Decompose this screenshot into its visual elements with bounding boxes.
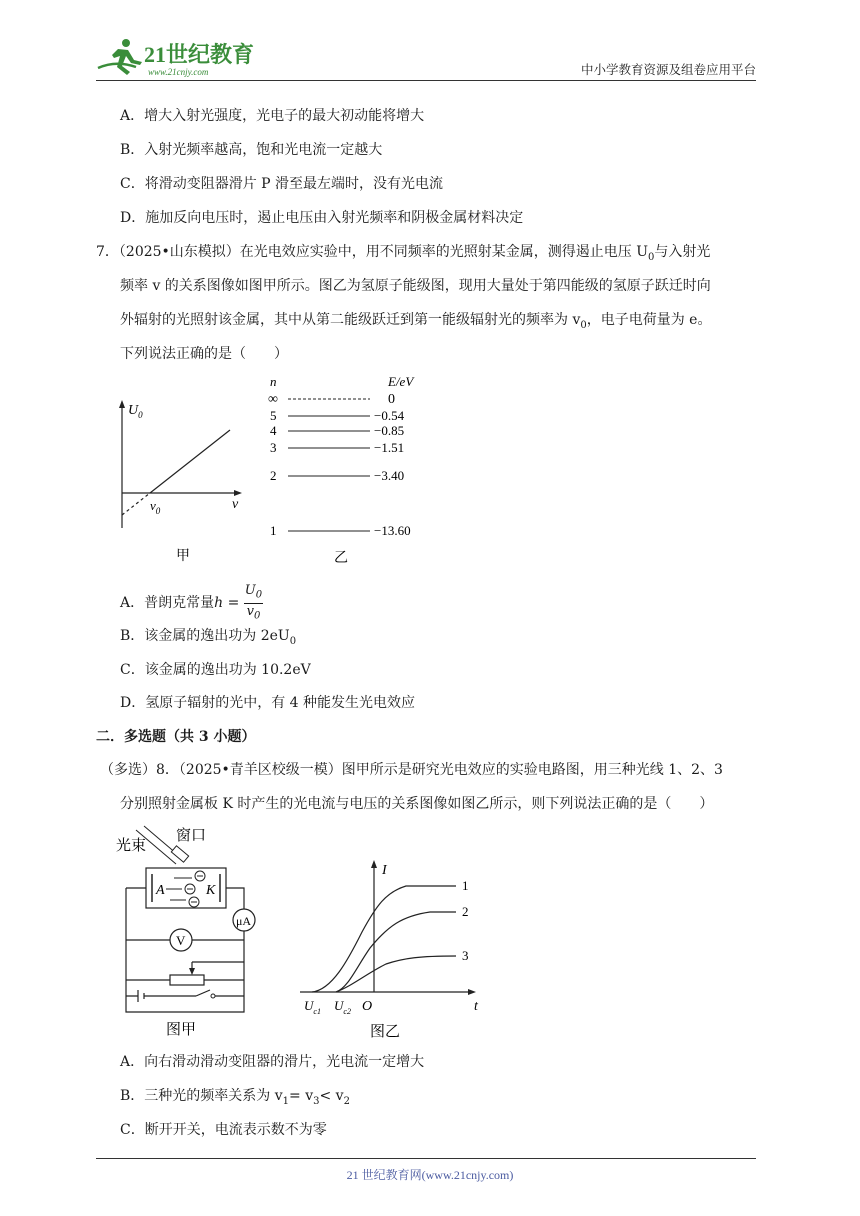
q7-text: 外辐射的光照射该金属，其中从第二能级跃迁到第一能级辐射光的频率为 v [120,312,581,328]
section-heading: 二．多选题（共 3 小题） [96,729,256,745]
q7-stem-line4: 下列说法正确的是（ ） [120,346,288,362]
dashed-extension [122,493,150,515]
n-header: n [270,374,277,389]
numerator: $U_0$ [244,583,263,604]
y-arrow [119,400,125,408]
level-n: 4 [270,423,277,438]
x-arrow [468,989,476,995]
sub: 2 [343,1095,350,1107]
y-label: $U_0$ [128,403,143,420]
denominator: $v_0$ [246,603,261,622]
caption-graph: 图乙 [370,1024,401,1040]
q7-option-b-text: B．该金属的逸出功为 2eU [120,628,290,644]
level-e: −13.60 [374,523,411,538]
x-arrow [234,490,242,496]
q7-stem-line2: 频率 v 的关系图像如图甲所示。图乙为氢原子能级图，现用大量处于第四能级的氢原子跃迁时向 [120,278,711,294]
energy-level-diagram [262,372,442,572]
y-label: I [382,863,387,878]
sub: 0 [580,319,587,331]
q7-text: 7．（2025•山东模拟）在光电效应实验中，用不同频率的光照射某金属，测得遏止电压 U [96,244,649,260]
x-label: v [232,497,239,512]
platform-name: 中小学教育资源及组卷应用平台 [580,62,756,77]
q8-option-b [120,1086,350,1112]
window [171,846,188,862]
level-n: 3 [270,440,277,455]
q8-option-b-text: < v [319,1088,344,1104]
h-symbol: h [214,595,224,612]
level-n: ∞ [268,392,278,407]
e-header: E/eV [388,374,414,389]
iv-graph [290,850,490,1040]
solid-line [150,430,230,493]
curve-2 [336,912,456,992]
uc1-label: $U_{c1}$ [304,998,321,1016]
slider [192,962,244,972]
q7-option-a [120,583,263,623]
level-e: 0 [388,392,395,407]
battery-switch [126,990,244,1002]
caption-jia: 甲 [176,549,190,564]
rheostat [170,975,204,985]
slider-arrow [189,968,195,975]
curve-1 [312,886,456,992]
q6-option-c: C．将滑动变阻器滑片 P 滑至最左端时，没有光电流 [120,176,444,192]
x-label: t [474,999,478,1014]
origin-label: O [362,999,373,1014]
fraction [244,583,263,623]
q8-stem-line1: （多选）8．（2025•青羊区校级一模）图甲所示是研究光电效应的实验电路图，用三种光线 1、2、3 [100,762,723,778]
level-e: −0.54 [374,408,405,423]
switch-pivot [211,994,215,998]
curve-label-3: 3 [462,948,469,963]
q7-stem-line1 [96,242,710,268]
light-label: 光束 [116,838,147,854]
q8-option-c: C．断开开关，电流表示数不为零 [120,1122,327,1138]
level-n: 1 [270,523,277,538]
graph-jia [108,398,248,568]
window-label: 窗口 [176,828,207,844]
x0-label: $v_0$ [150,498,161,516]
caption-circuit: 图甲 [166,1022,197,1038]
y-arrow [371,860,377,868]
curve-label-2: 2 [462,904,469,919]
k-label: K [206,883,216,898]
footer-divider [96,1158,756,1159]
sub: 0 [289,635,297,647]
q7-option-d: D．氢原子辐射的光中，有 4 种能发生光电效应 [120,695,416,711]
logo-text: 21世纪教育 [144,42,255,67]
curve-label-1: 1 [462,878,469,893]
q7-text: 与入射光 [654,244,711,260]
q7-option-b [120,626,296,652]
q6-option-d: D．施加反向电压时，遏止电压由入射光频率和阴极金属材料决定 [120,210,524,226]
runner-icon [98,39,142,75]
sub: 3 [313,1095,320,1107]
level-n: 2 [270,468,277,483]
level-e: −1.51 [374,440,405,455]
ammeter-label: μA [236,914,252,928]
caption-yi: 乙 [334,551,348,566]
equals: = [223,595,244,612]
a-label: A [156,883,165,898]
q6-option-b: B．入射光频率越高，饱和光电流一定越大 [120,142,383,158]
level-e: −3.40 [374,468,405,483]
q8-option-b-text: = v [289,1088,314,1104]
sub: 0 [648,251,655,263]
q7-text: ，电子电荷量为 e。 [586,312,712,328]
circuit-diagram [114,820,274,1040]
level-e: −0.85 [374,423,405,438]
sub: 1 [282,1095,290,1107]
q7-option-c: C．该金属的逸出功为 10.2eV [120,662,311,678]
level-n: 5 [270,408,277,423]
q8-option-a: A．向右滑动滑动变阻器的滑片，光电流一定增大 [120,1054,425,1070]
q7-stem-line3 [120,310,711,336]
site-logo [96,34,266,80]
q6-option-a: A．增大入射光强度，光电子的最大初动能将增大 [120,108,425,124]
logo-url: www.21cnjy.com [148,67,209,77]
footer-text: 21 世纪教育网(www.21cnjy.com) [346,1168,514,1182]
q8-stem-line2: 分别照射金属板 K 时产生的光电流与电压的关系图像如图乙所示，则下列说法正确的是（ ） [120,796,714,812]
uc2-label: $U_{c2}$ [334,998,351,1016]
q7-option-a-text: A．普朗克常量 [120,595,215,612]
header-divider [96,80,756,81]
q8-option-b-text: B．三种光的频率关系为 v [120,1088,283,1104]
voltmeter-label: V [176,933,186,948]
